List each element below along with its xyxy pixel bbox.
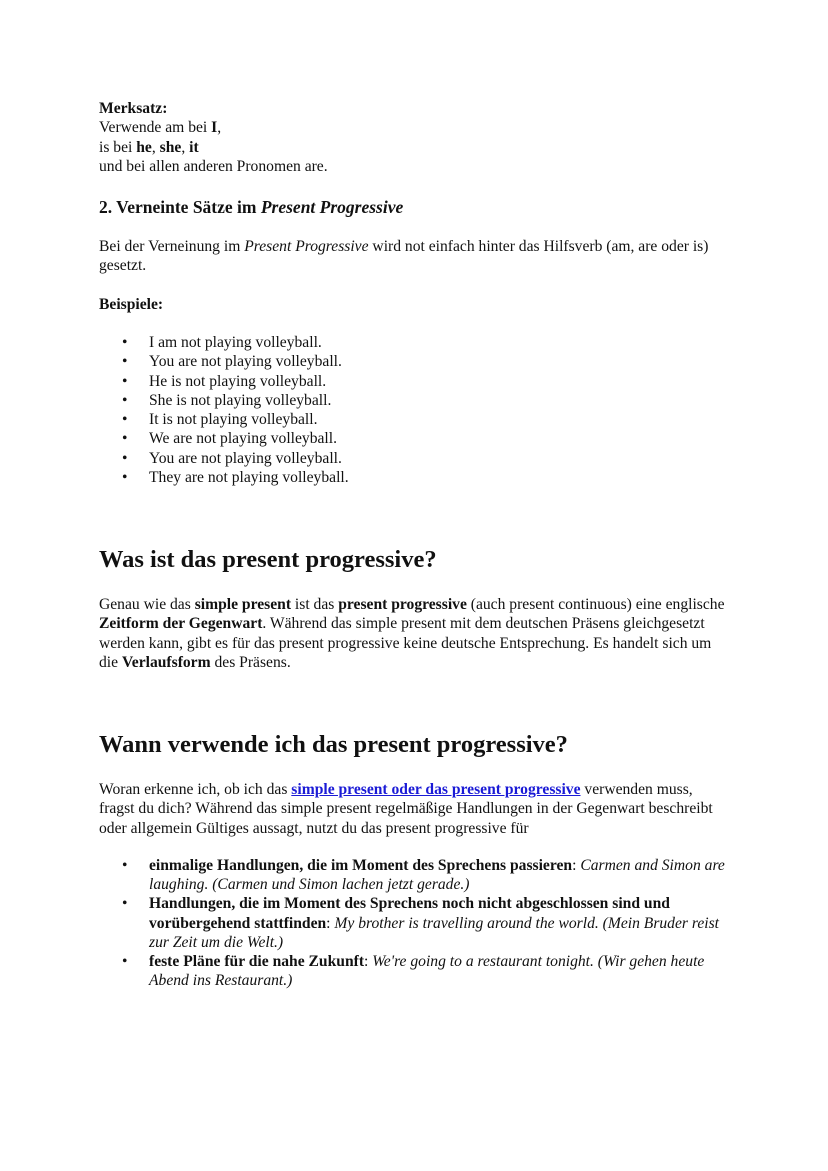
paragraph-text: . Während das simple present mit dem deutschen Präsens gleichgesetzt werden kann, gibt es für das present progressive keine deutsche Entsprechung. Es handelt sich um die (99, 615, 712, 672)
use-title: einmalige Handlungen, die im Moment des Sprechens passieren (149, 857, 573, 874)
uses-list (99, 856, 739, 990)
examples-block (99, 333, 739, 487)
paragraph-text: wird not einfach hinter das Hilfsverb (am, are oder is) gesetzt. (99, 238, 709, 275)
term-verlaufsform: Verlaufsform (121, 654, 211, 672)
use-title: feste Pläne für die nahe Zukunft (149, 953, 365, 971)
term-zeitform: Zeitform der Gegenwart (99, 615, 263, 633)
wann-heading: Wann verwende ich das present progressive? (99, 731, 568, 758)
pronoun-it: it (189, 138, 199, 156)
examples-label: Beispiele: (99, 296, 164, 313)
merksatz-text: , (217, 119, 222, 137)
list-item: • It is not playing volleyball. (99, 410, 739, 429)
term-present-progressive: present progressive (338, 596, 467, 613)
merksatz-text: , (151, 138, 160, 156)
pronoun-he: he (136, 138, 152, 156)
merksatz-text: , (181, 138, 190, 156)
paragraph-text: Genau wie das (99, 596, 195, 613)
merksatz-text: Verwende am bei (99, 119, 212, 137)
list-item: • einmalige Handlungen, die im Moment des Sprechens passieren: Carmen and Simon are laughing. (Carmen und Simon lachen jetzt gerade.) (99, 856, 739, 894)
merksatz-line-3: und bei allen anderen Pronomen are. (99, 158, 328, 176)
paragraph-text: (auch present continuous) eine englische (466, 596, 725, 613)
term-simple-present: simple present (194, 596, 292, 613)
use-example: We're going to a restaurant tonight. (Wir gehen heute Abend ins Restaurant.) (149, 953, 705, 990)
list-item: • I am not playing volleyball. (99, 333, 739, 352)
list-item: • Handlungen, die im Moment des Sprechens noch nicht abgeschlossen sind und vorübergehend stattfinden: My brother is travelling around the world. (Mein Bruder reist zur Zeit um die Welt.) (99, 894, 739, 952)
use-example: My brother is travelling around the world. (Mein Bruder reist zur Zeit um die Welt.) (149, 914, 720, 951)
use-title: Handlungen, die im Moment des Sprechens noch nicht abgeschlossen sind und vorübergehend stattfinden (149, 895, 670, 932)
uses-block (99, 856, 739, 990)
use-example: Carmen and Simon are laughing. (Carmen und Simon lachen jetzt gerade.) (149, 857, 725, 894)
list-item: • We are not playing volleyball. (99, 429, 739, 448)
section-2-heading-block (99, 196, 739, 218)
paragraph-text: ist das (291, 596, 339, 613)
paragraph-text: Bei der Verneinung im (99, 238, 245, 255)
pronoun-i: I (211, 119, 218, 137)
pronoun-she: she (159, 138, 182, 156)
wann-heading-block (99, 730, 739, 760)
was-ist-heading-block (99, 545, 739, 575)
list-item: • They are not playing volleyball. (99, 468, 739, 487)
merksatz-block (99, 99, 739, 177)
examples-list (99, 333, 739, 487)
wann-paragraph (99, 780, 731, 838)
list-item: • He is not playing volleyball. (99, 372, 739, 391)
was-ist-heading: Was ist das present progressive? (99, 546, 437, 573)
merksatz-label: Merksatz: (99, 100, 168, 117)
paragraph-text: verwenden muss, fragst du dich? Während das simple present regelmäßige Handlungen in der Gegenwart beschreibt oder allgemein Gültiges aussagt, nutzt du das present progressive für (99, 781, 713, 837)
merksatz-line-1 (99, 118, 739, 137)
simple-vs-progressive-link[interactable]: simple present oder das present progressive (291, 781, 581, 798)
merksatz-line-2 (99, 138, 739, 157)
list-item: • You are not playing volleyball. (99, 352, 739, 371)
section-2-paragraph (99, 237, 739, 276)
list-item: • feste Pläne für die nahe Zukunft: We're going to a restaurant tonight. (Wir gehen heute Abend ins Restaurant.) (99, 952, 739, 990)
paragraph-text: Woran erkenne ich, ob ich das (99, 781, 292, 798)
heading-italic: Present Progressive (260, 197, 404, 217)
merksatz-text: is bei (99, 138, 137, 156)
paragraph-italic: Present Progressive (244, 238, 369, 255)
was-ist-paragraph (99, 595, 729, 673)
list-item: • She is not playing volleyball. (99, 391, 739, 410)
list-item: • You are not playing volleyball. (99, 449, 739, 468)
heading-text: 2. Verneinte Sätze im (99, 197, 261, 217)
section-2-heading (99, 196, 739, 218)
paragraph-text: des Präsens. (210, 654, 291, 672)
